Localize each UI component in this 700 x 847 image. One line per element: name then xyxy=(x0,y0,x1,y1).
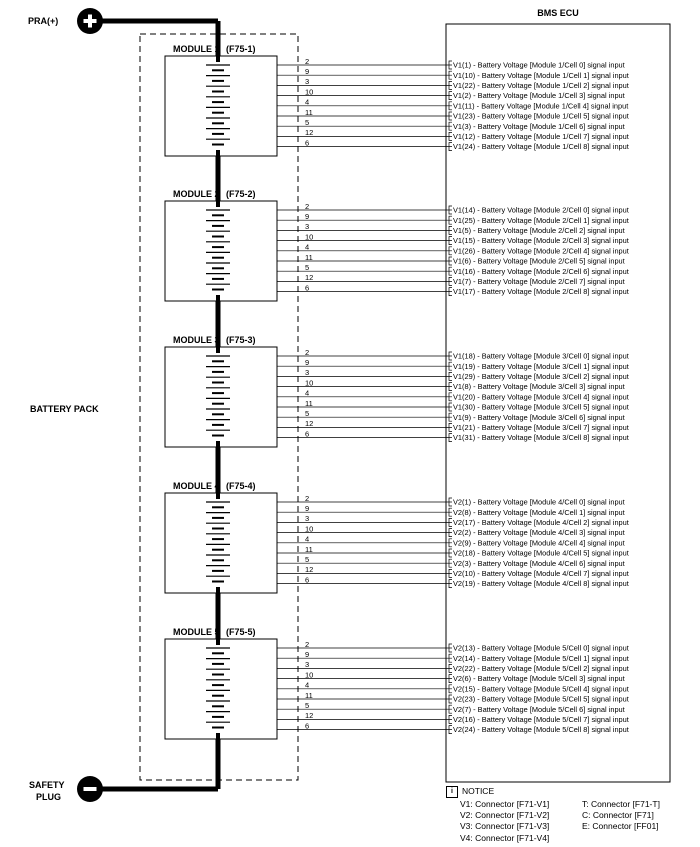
ecu-signal-label: V1(7) - Battery Voltage [Module 2/Cell 7] signal input xyxy=(453,277,625,286)
battery-module xyxy=(165,44,629,156)
ecu-signal-label: V2(7) - Battery Voltage [Module 5/Cell 6] signal input xyxy=(453,704,625,714)
pin-number: 4 xyxy=(305,388,310,398)
ecu-signal-label: V2(24) - Battery Voltage [Module 5/Cell 8] signal input xyxy=(453,725,629,735)
pin-number: 5 xyxy=(305,263,310,272)
ecu-signal-label: V2(19) - Battery Voltage [Module 4/Cell 8] signal input xyxy=(453,579,629,589)
module-name: MODULE 5 xyxy=(173,627,220,637)
battery-module xyxy=(165,335,629,447)
ecu-signal-label: V1(29) - Battery Voltage [Module 3/Cell 2] signal input xyxy=(453,372,629,381)
ecu-signal-label: V1(26) - Battery Voltage [Module 2/Cell 4] signal input xyxy=(453,246,629,256)
ecu-signal-label: V1(12) - Battery Voltage [Module 1/Cell 7] signal input xyxy=(453,132,629,141)
ecu-signal-label: V2(13) - Battery Voltage [Module 5/Cell 0] signal input xyxy=(453,643,629,653)
pin-number: 3 xyxy=(305,77,310,87)
pin-number: 5 xyxy=(305,701,310,710)
module-connector-label: (F75-2) xyxy=(226,189,256,199)
ecu-signal-label: V1(17) - Battery Voltage [Module 2/Cell 8] signal input xyxy=(453,287,629,297)
safety-plug-minus-terminal xyxy=(77,776,103,802)
safety-plug-label-line2: PLUG xyxy=(36,792,62,802)
pin-number: 11 xyxy=(305,544,313,554)
pin-number: 6 xyxy=(305,429,310,439)
notice-item: V3: Connector [F71-V3] xyxy=(460,821,550,832)
notice-item: T: Connector [F71-T] xyxy=(582,799,660,809)
ecu-signal-label: V1(23) - Battery Voltage [Module 1/Cell 5] signal input xyxy=(453,111,629,121)
pin-number: 12 xyxy=(305,419,314,429)
ecu-signal-label: V1(25) - Battery Voltage [Module 2/Cell 1] signal input xyxy=(453,215,629,225)
ecu-signal-label: V2(17) - Battery Voltage [Module 4/Cell 2] signal input xyxy=(453,518,629,527)
ecu-signal-label: V1(22) - Battery Voltage [Module 1/Cell 2] signal input xyxy=(453,81,629,90)
battery-module xyxy=(165,627,629,739)
pin-number: 4 xyxy=(305,242,310,252)
module-connector-label: (F75-4) xyxy=(226,481,256,491)
pin-number: 3 xyxy=(305,368,310,378)
ecu-signal-label: V1(15) - Battery Voltage [Module 2/Cell 3] signal input xyxy=(453,236,629,246)
pin-number: 11 xyxy=(305,252,313,262)
ecu-signal-label: V2(9) - Battery Voltage [Module 4/Cell 4] signal input xyxy=(453,538,625,548)
ecu-signal-label: V1(21) - Battery Voltage [Module 3/Cell 7] signal input xyxy=(453,423,629,432)
ecu-signal-label: V1(24) - Battery Voltage [Module 1/Cell 8] signal input xyxy=(453,142,629,152)
pin-number: 2 xyxy=(305,493,310,503)
pin-number: 6 xyxy=(305,138,310,148)
pin-number: 2 xyxy=(305,56,310,66)
ecu-signal-label: V1(9) - Battery Voltage [Module 3/Cell 6] signal input xyxy=(453,412,625,422)
ecu-signal-label: V1(8) - Battery Voltage [Module 3/Cell 3] signal input xyxy=(453,382,625,392)
pin-number: 6 xyxy=(305,721,310,731)
notice-item: V4: Connector [F71-V4] xyxy=(460,832,550,843)
pin-number: 11 xyxy=(305,690,313,700)
safety-plug-label-line1: SAFETY xyxy=(29,780,65,790)
pin-number: 10 xyxy=(305,378,314,388)
pin-number: 6 xyxy=(305,283,310,293)
ecu-signal-label: V1(11) - Battery Voltage [Module 1/Cell 4] signal input xyxy=(453,101,629,111)
pin-number: 9 xyxy=(305,358,310,367)
ecu-signal-label: V2(8) - Battery Voltage [Module 4/Cell 1] signal input xyxy=(453,507,625,517)
pra-label: PRA(+) xyxy=(28,16,59,26)
pin-number: 3 xyxy=(305,222,310,232)
ecu-signal-label: V1(31) - Battery Voltage [Module 3/Cell 8] signal input xyxy=(453,433,629,443)
ecu-signal-label: V2(18) - Battery Voltage [Module 4/Cell 5] signal input xyxy=(453,548,629,558)
pin-number: 11 xyxy=(305,107,313,117)
notice-list xyxy=(446,799,686,844)
pin-number: 5 xyxy=(305,118,310,127)
ecu-signal-label: V1(10) - Battery Voltage [Module 1/Cell 1] signal input xyxy=(453,70,629,80)
notice-item: V1: Connector [F71-V1] xyxy=(460,799,550,809)
ecu-signal-label: V2(2) - Battery Voltage [Module 4/Cell 3] signal input xyxy=(453,528,625,538)
ecu-signal-label: V2(16) - Battery Voltage [Module 5/Cell 7] signal input xyxy=(453,715,629,724)
ecu-signal-label: V1(5) - Battery Voltage [Module 2/Cell 2] signal input xyxy=(453,226,625,235)
ecu-signal-label: V2(23) - Battery Voltage [Module 5/Cell 5] signal input xyxy=(453,694,629,704)
pin-number: 4 xyxy=(305,534,310,544)
notice-block xyxy=(446,786,686,844)
pin-number: 3 xyxy=(305,514,310,524)
ecu-signal-label: V1(19) - Battery Voltage [Module 3/Cell 1] signal input xyxy=(453,361,629,371)
module-connector-label: (F75-5) xyxy=(226,627,256,637)
pin-number: 12 xyxy=(305,711,314,721)
module-connector-label: (F75-3) xyxy=(226,335,256,345)
notice-item: V2: Connector [F71-V2] xyxy=(460,810,550,821)
pin-number: 10 xyxy=(305,232,314,242)
ecu-signal-label: V1(30) - Battery Voltage [Module 3/Cell 5] signal input xyxy=(453,402,629,412)
pin-number: 12 xyxy=(305,565,314,575)
pin-number: 2 xyxy=(305,201,310,211)
pin-number: 3 xyxy=(305,660,310,670)
pin-number: 12 xyxy=(305,128,314,138)
pin-number: 2 xyxy=(305,347,310,357)
ecu-signal-label: V1(20) - Battery Voltage [Module 3/Cell 4] signal input xyxy=(453,392,629,402)
pin-number: 2 xyxy=(305,639,310,649)
pin-number: 11 xyxy=(305,398,313,408)
ecu-signal-label: V2(22) - Battery Voltage [Module 5/Cell 2] signal input xyxy=(453,664,629,673)
pin-number: 9 xyxy=(305,650,310,659)
module-connector-label: (F75-1) xyxy=(226,44,256,54)
pin-number: 10 xyxy=(305,524,314,534)
battery-module xyxy=(165,481,629,593)
notice-header xyxy=(446,786,686,798)
battery-module xyxy=(165,189,629,301)
pin-number: 12 xyxy=(305,273,314,283)
pin-number: 9 xyxy=(305,67,310,76)
module-name: MODULE 1 xyxy=(173,44,220,54)
ecu-signal-label: V2(14) - Battery Voltage [Module 5/Cell 1] signal input xyxy=(453,653,629,663)
ecu-signal-label: V1(6) - Battery Voltage [Module 2/Cell 5] signal input xyxy=(453,256,625,266)
module-name: MODULE 3 xyxy=(173,335,220,345)
modules-layer xyxy=(165,44,629,739)
ecu-signal-label: V1(2) - Battery Voltage [Module 1/Cell 3] signal input xyxy=(453,91,625,101)
ecu-signal-label: V1(3) - Battery Voltage [Module 1/Cell 6] signal input xyxy=(453,121,625,131)
pin-number: 5 xyxy=(305,409,310,418)
ecu-signal-label: V1(1) - Battery Voltage [Module 1/Cell 0] signal input xyxy=(453,60,625,70)
notice-item: C: Connector [F71] xyxy=(582,810,654,821)
battery-pack-label: BATTERY PACK xyxy=(30,404,99,414)
ecu-signal-label: V2(3) - Battery Voltage [Module 4/Cell 6] signal input xyxy=(453,558,625,568)
notice-title: NOTICE xyxy=(462,786,495,797)
ecu-signal-label: V2(10) - Battery Voltage [Module 4/Cell 7] signal input xyxy=(453,569,629,578)
notice-item: E: Connector [FF01] xyxy=(582,821,659,832)
ecu-signal-label: V1(14) - Battery Voltage [Module 2/Cell 0] signal input xyxy=(453,205,629,215)
notice-book-icon: i xyxy=(446,786,458,798)
pin-number: 6 xyxy=(305,575,310,585)
pin-number: 4 xyxy=(305,97,310,107)
ecu-signal-label: V2(15) - Battery Voltage [Module 5/Cell 4] signal input xyxy=(453,684,629,694)
pin-number: 10 xyxy=(305,87,314,97)
pin-number: 9 xyxy=(305,212,310,221)
ecu-signal-label: V2(1) - Battery Voltage [Module 4/Cell 0] signal input xyxy=(453,497,625,507)
ecu-signal-label: V1(18) - Battery Voltage [Module 3/Cell 0] signal input xyxy=(453,351,629,361)
module-name: MODULE 2 xyxy=(173,189,220,199)
pin-number: 9 xyxy=(305,504,310,513)
ecu-signal-label: V1(16) - Battery Voltage [Module 2/Cell 6] signal input xyxy=(453,266,629,276)
bms-ecu-title: BMS ECU xyxy=(537,8,579,18)
module-name: MODULE 4 xyxy=(173,481,220,491)
ecu-signal-label: V2(6) - Battery Voltage [Module 5/Cell 3] signal input xyxy=(453,674,625,684)
pra-plus-terminal xyxy=(77,8,103,34)
pin-number: 10 xyxy=(305,670,314,680)
pin-number: 4 xyxy=(305,680,310,690)
pin-number: 5 xyxy=(305,555,310,564)
